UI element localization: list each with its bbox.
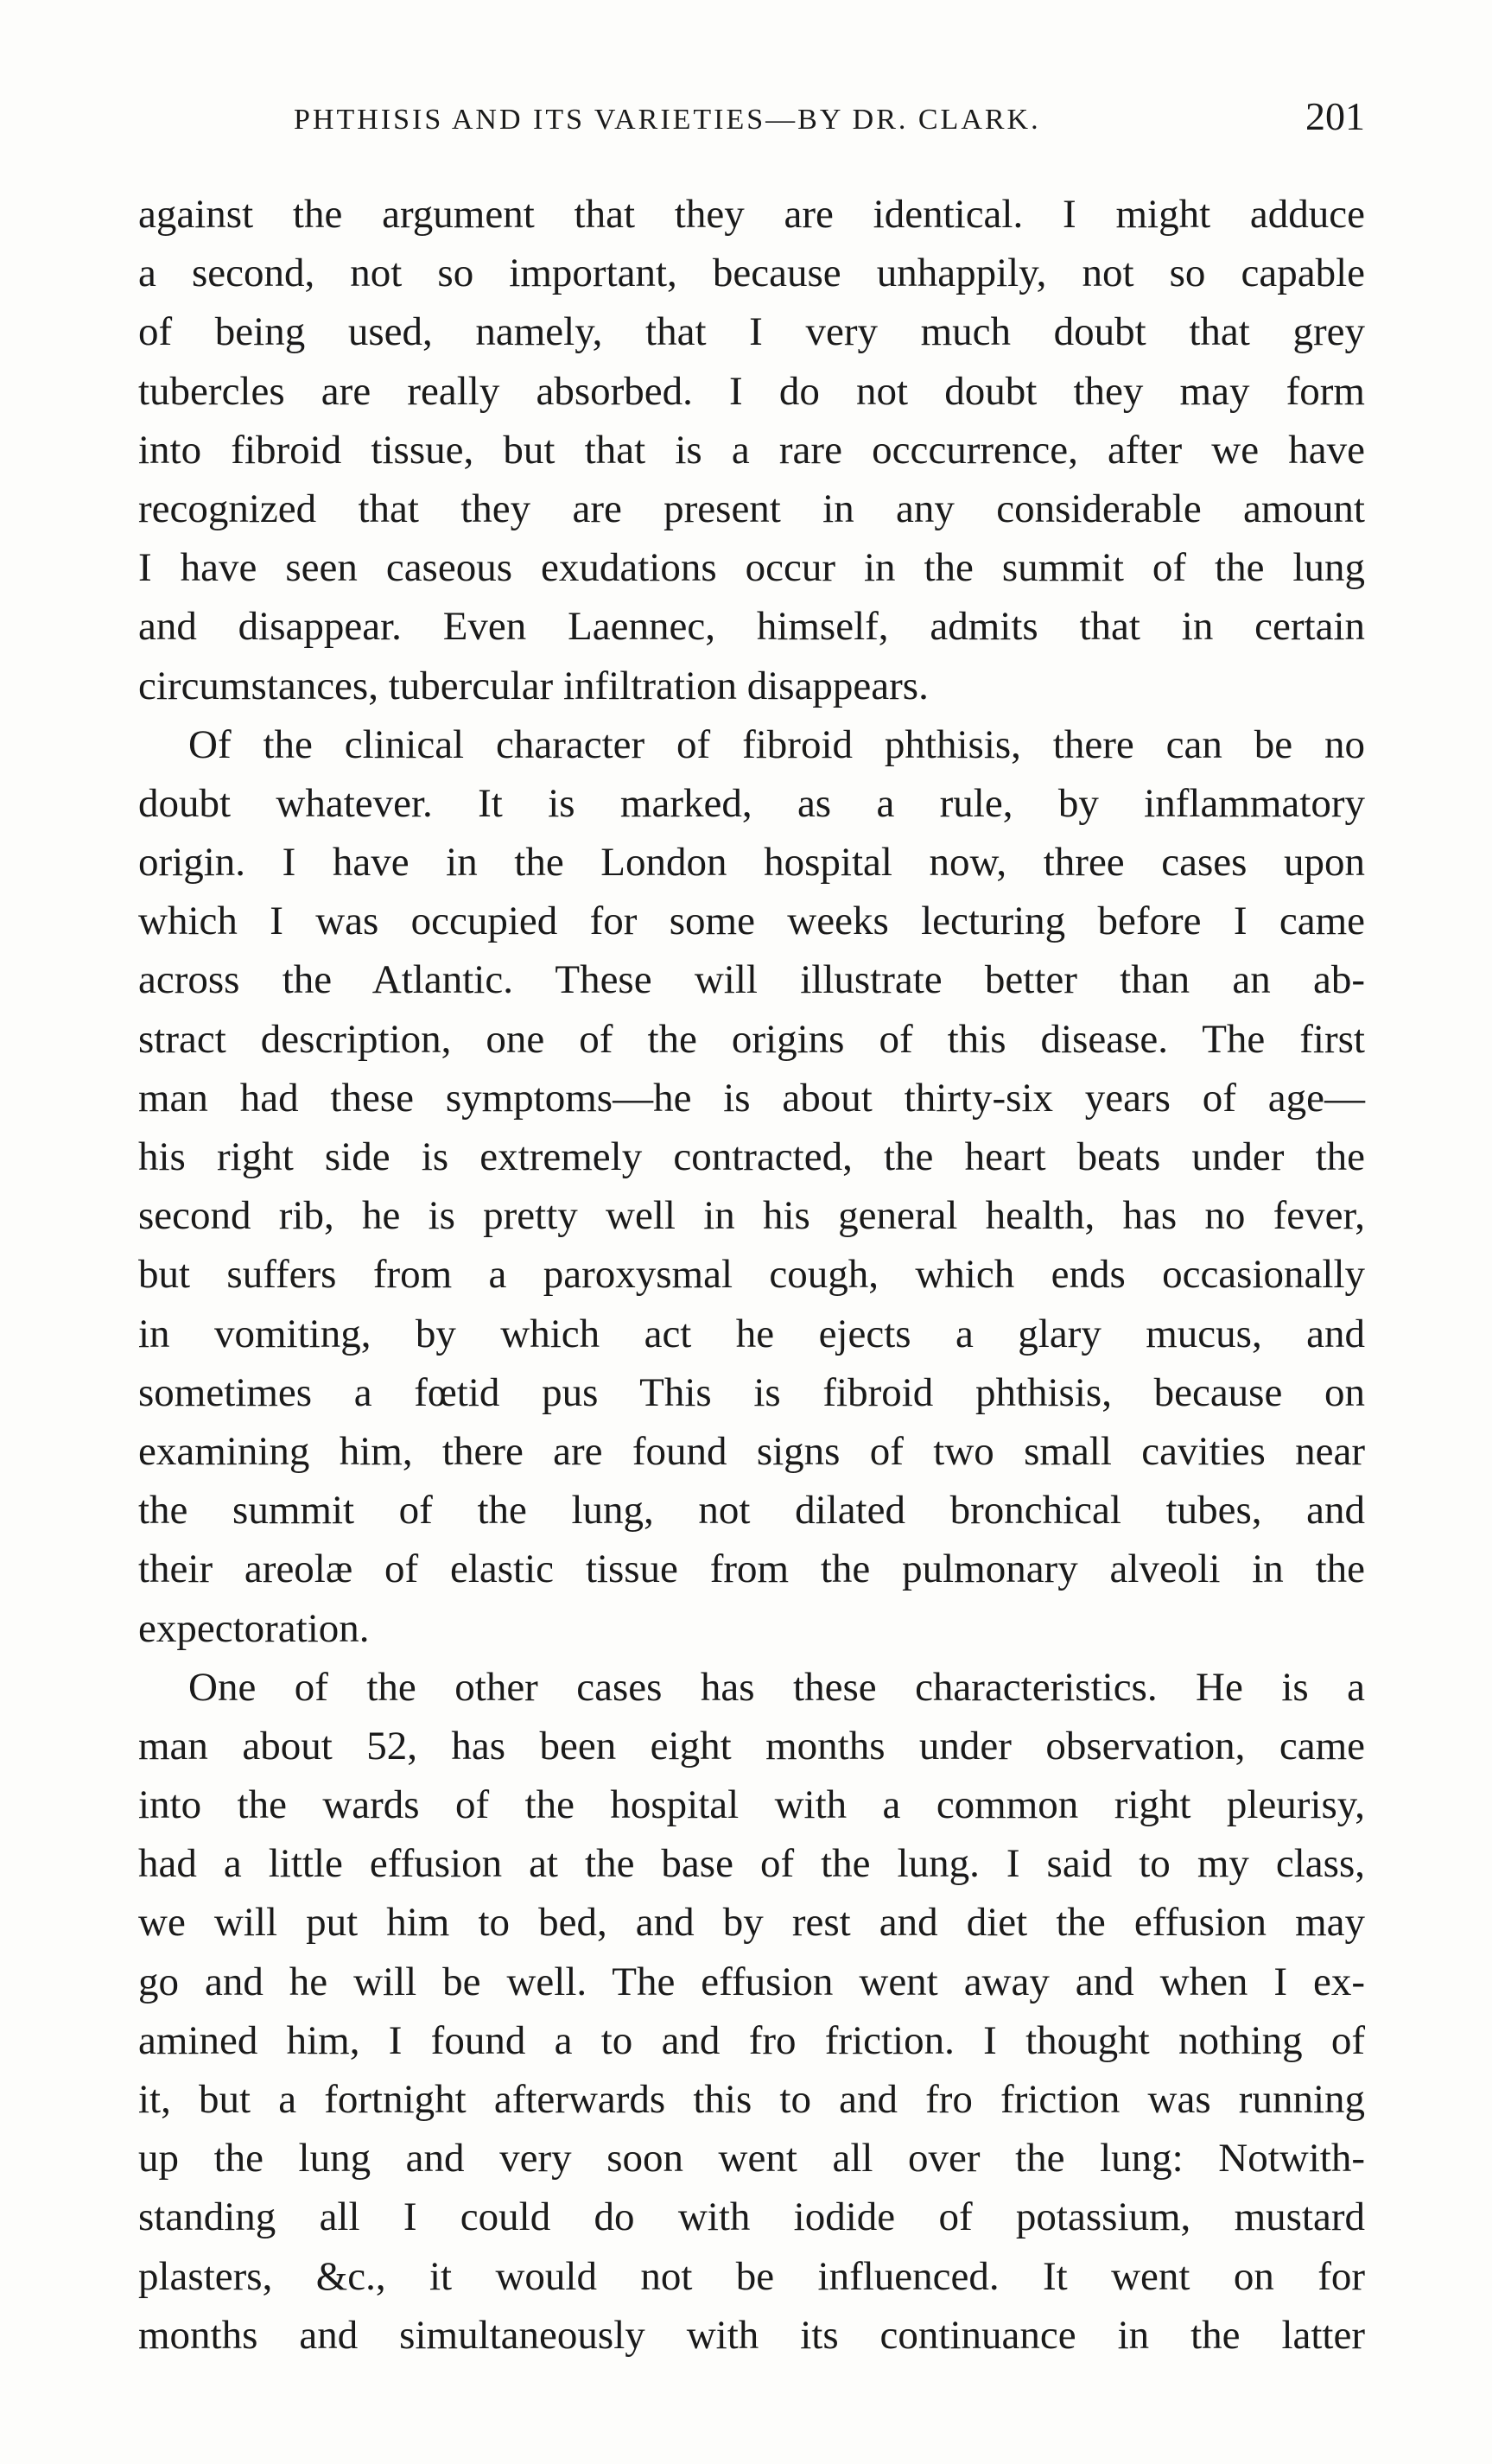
- text-line: plasters, &c., it would not be influenced. It went on for: [138, 2253, 1365, 2299]
- text-line: tubercles are really absorbed. I do not doubt they may form: [138, 368, 1365, 414]
- body-text: [138, 185, 1365, 2365]
- text-line: origin. I have in the London hospital now, three cases upon: [138, 840, 1365, 886]
- text-line: and disappear. Even Laennec, himself, admits that in certain: [138, 604, 1365, 650]
- text-line: amined him, I found a to and fro friction. I thought nothing of: [138, 2017, 1365, 2063]
- text-line: months and simultaneously with its continuance in the latter: [138, 2312, 1365, 2358]
- text-line: sometimes a fœtid pus This is fibroid phthisis, because on: [138, 1369, 1365, 1415]
- page-number: 201: [1305, 94, 1365, 138]
- text-line: doubt whatever. It is marked, as a rule, by inflammatory: [138, 780, 1365, 826]
- text-line: go and he will be well. The effusion went away and when I ex-: [138, 1959, 1365, 2004]
- text-line: stract description, one of the origins of this disease. The first: [138, 1016, 1365, 1062]
- text-line: Of the clinical character of fibroid phthisis, there can be no: [188, 721, 1365, 767]
- text-line: had a little effusion at the base of the lung. I said to my class,: [138, 1841, 1365, 1887]
- paragraph-2: [138, 715, 1365, 1658]
- text-line: it, but a fortnight afterwards this to and fro friction was running: [138, 2077, 1365, 2122]
- text-line: circumstances, tubercular infiltration disappears.: [138, 663, 929, 708]
- text-line: man had these symptoms—he is about thirty-six years of age—: [138, 1075, 1365, 1121]
- paragraph-3: [138, 1658, 1365, 2365]
- text-line: their areolæ of elastic tissue from the pulmonary alveoli in the: [138, 1546, 1365, 1592]
- text-line: recognized that they are present in any considerable amount: [138, 486, 1365, 531]
- text-line: across the Atlantic. These will illustrate better than an ab-: [138, 957, 1365, 1003]
- text-line: into fibroid tissue, but that is a rare occcurrence, after we have: [138, 427, 1365, 473]
- text-line: into the wards of the hospital with a common right pleurisy,: [138, 1782, 1365, 1828]
- text-line: we will put him to bed, and by rest and diet the effusion may: [138, 1900, 1365, 1946]
- text-line: his right side is extremely contracted, the heart beats under the: [138, 1134, 1365, 1179]
- text-line: against the argument that they are identical. I might adduce: [138, 192, 1365, 237]
- text-line: but suffers from a paroxysmal cough, which ends occasionally: [138, 1252, 1365, 1298]
- text-line: in vomiting, by which act he ejects a glary mucus, and: [138, 1311, 1365, 1356]
- text-line: One of the other cases has these characteristics. He is a: [188, 1664, 1365, 1710]
- text-line: standing all I could do with iodide of potassium, mustard: [138, 2194, 1365, 2240]
- text-line: a second, not so important, because unhappily, not so capable: [138, 251, 1365, 296]
- page-header: [138, 93, 1365, 154]
- text-line: man about 52, has been eight months under observation, came: [138, 1723, 1365, 1769]
- text-line: the summit of the lung, not dilated bronchical tubes, and: [138, 1488, 1365, 1534]
- text-line: expectoration.: [138, 1605, 370, 1651]
- text-line: I have seen caseous exudations occur in the summit of the lung: [138, 545, 1365, 591]
- text-line: up the lung and very soon went all over the lung: Notwith-: [138, 2136, 1365, 2181]
- paragraph-1: [138, 185, 1365, 715]
- text-line: of being used, namely, that I very much doubt that grey: [138, 309, 1365, 355]
- text-line: second rib, he is pretty well in his general health, has no fever,: [138, 1193, 1365, 1239]
- running-head: PHTHISIS AND ITS VARIETIES—BY DR. CLARK.: [294, 104, 1041, 136]
- text-line: which I was occupied for some weeks lecturing before I came: [138, 899, 1365, 944]
- text-line: examining him, there are found signs of two small cavities near: [138, 1428, 1365, 1474]
